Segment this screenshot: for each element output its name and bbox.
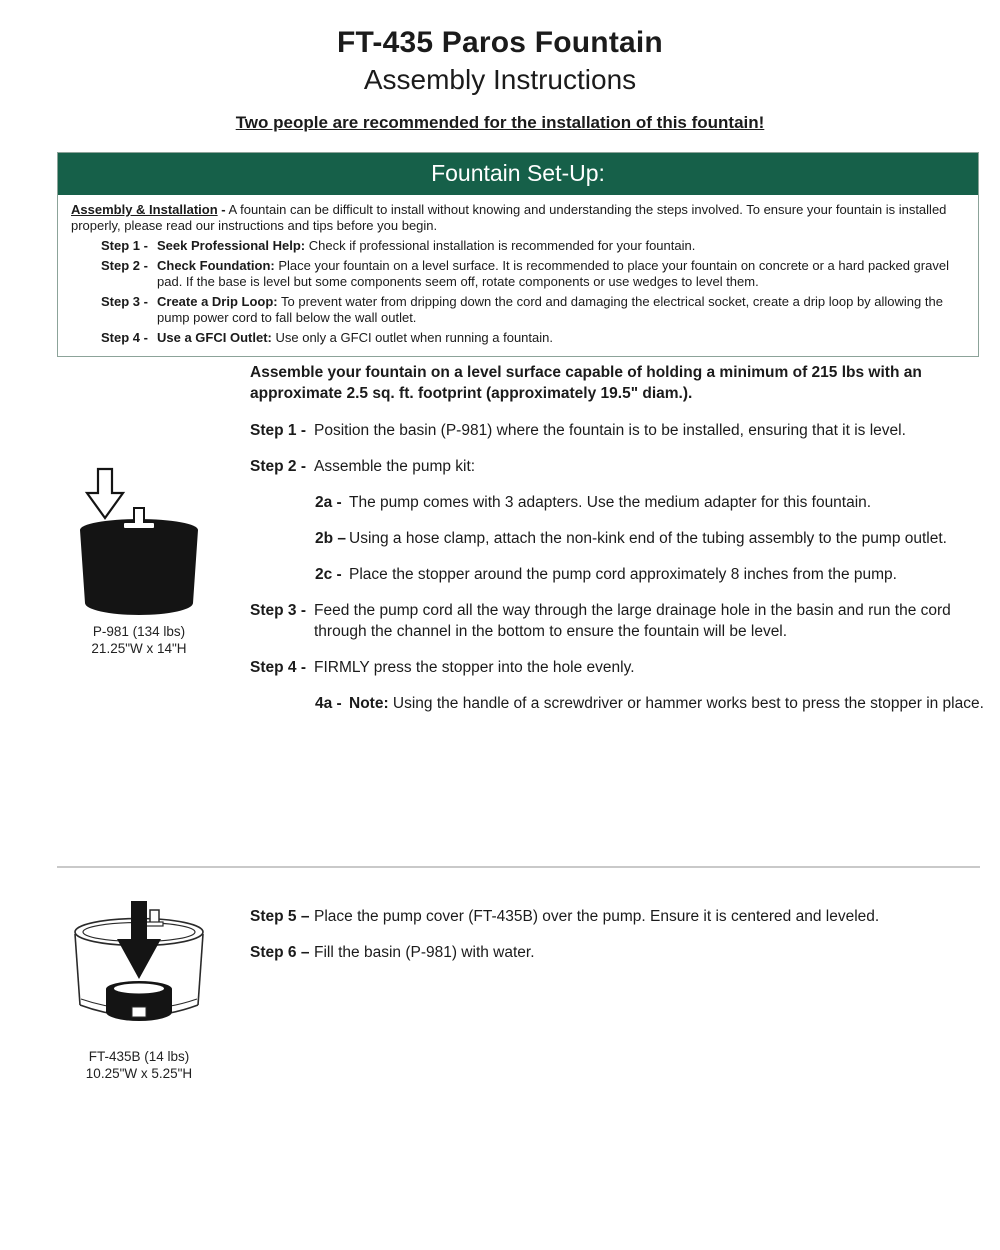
- setup-step-3-text: [157, 294, 965, 326]
- step-2b: [315, 528, 987, 549]
- setup-step-4-text: [157, 330, 965, 346]
- fountain-setup-box: [57, 152, 979, 357]
- step-2c-label: 2c -: [315, 566, 342, 583]
- setup-box-header: Fountain Set-Up:: [58, 153, 978, 195]
- pump-cover-caption-line2: 10.25"W x 5.25"H: [85, 1066, 193, 1081]
- step-5-text: Place the pump cover (FT-435B) over the pump. Ensure it is centered and leveled.: [314, 908, 880, 925]
- basin-illustration: [60, 466, 218, 618]
- step-2: [250, 456, 987, 477]
- step-2c-text: Place the stopper around the pump cord approximately 8 inches from the pump.: [349, 566, 897, 583]
- two-people-notice: Two people are recommended for the installation of this fountain!: [235, 113, 765, 132]
- step-2a: [315, 492, 987, 513]
- step-2c: [315, 564, 987, 585]
- page-subtitle: Assembly Instructions: [363, 64, 637, 95]
- step-1-label: Step 1 -: [250, 422, 306, 439]
- section-divider: [57, 866, 980, 868]
- step-4a-label: 4a -: [315, 695, 342, 712]
- final-steps: [250, 906, 987, 978]
- step-2-label: Step 2 -: [250, 458, 306, 475]
- assembly-instructions: [250, 362, 987, 729]
- step-4-text: FIRMLY press the stopper into the hole evenly.: [314, 659, 635, 676]
- setup-step-1-text: [157, 238, 965, 254]
- page-title: FT-435 Paros Fountain: [337, 26, 663, 59]
- pump-cover-caption: [55, 1048, 223, 1082]
- setup-intro-label: Assembly & Installation: [71, 202, 218, 217]
- basin-caption-line1: P-981 (134 lbs): [92, 624, 186, 639]
- step-2-text: Assemble the pump kit:: [314, 458, 476, 475]
- setup-step-1: [101, 238, 965, 254]
- step-1-text: Position the basin (P-981) where the fountain is to be installed, ensuring that it is level.: [314, 422, 906, 439]
- down-arrow-outline-icon: [87, 469, 123, 518]
- step-4a-note-lead: Note:: [349, 695, 389, 712]
- setup-step-3-desc: To prevent water from dripping down the cord and damaging the electrical socket, create a drip loop by allowing the pump power cord to fall below the wall outlet.: [157, 294, 943, 325]
- step-4a-text: [349, 693, 987, 714]
- setup-step-2-desc: Place your fountain on a level surface. It is recommended to place your fountain on concrete or a hard packed gravel pad. If the base is level but some components seem off, rotate components or use wedges to level them.: [157, 258, 949, 289]
- step-4a-desc: Using the handle of a screwdriver or hammer works best to press the stopper in place.: [392, 695, 984, 712]
- step-3: [250, 600, 987, 642]
- basin-figure: [60, 466, 218, 657]
- tub-left-side: [75, 934, 80, 1005]
- step-4: [250, 657, 987, 678]
- setup-intro-text: A fountain can be difficult to install without knowing and understanding the steps involved. To ensure your fountain is installed properly, please read our instructions and tips before you begin.: [71, 202, 947, 233]
- pump-cover-caption-line1: FT-435B (14 lbs): [88, 1049, 190, 1064]
- setup-box-body: [58, 195, 978, 356]
- setup-step-2: [101, 258, 965, 290]
- assembly-intro: Assemble your fountain on a level surface capable of holding a minimum of 215 lbs with an approximate 2.5 sq. ft. footprint (approximately 19.5" diam.).: [250, 364, 922, 402]
- pump-cover-figure: [55, 901, 223, 1082]
- basin-plug-base: [124, 523, 154, 528]
- setup-step-1-lead: Seek Professional Help:: [157, 238, 306, 253]
- step-5: [250, 906, 987, 927]
- setup-step-2-lead: Check Foundation:: [157, 258, 275, 273]
- step-2a-label: 2a -: [315, 494, 342, 511]
- setup-step-4-desc: Use only a GFCI outlet when running a fountain.: [275, 330, 553, 345]
- setup-step-1-label: Step 1 -: [101, 238, 148, 253]
- setup-intro-paragraph: [71, 202, 965, 234]
- setup-step-3: [101, 294, 965, 326]
- setup-step-4-lead: Use a GFCI Outlet:: [157, 330, 272, 345]
- basin-plug: [134, 508, 144, 525]
- down-arrow-shaft: [131, 901, 147, 941]
- setup-step-4-label: Step 4 -: [101, 330, 148, 345]
- basin-silhouette: [80, 519, 198, 615]
- step-2b-label: 2b –: [315, 530, 347, 547]
- setup-step-2-label: Step 2 -: [101, 258, 148, 273]
- step-3-label: Step 3 -: [250, 602, 306, 619]
- down-arrow-head: [117, 939, 161, 979]
- step-5-label: Step 5 –: [250, 908, 310, 925]
- setup-step-3-lead: Create a Drip Loop:: [157, 294, 278, 309]
- setup-intro-separator: -: [221, 202, 226, 217]
- tub-plug-base: [146, 922, 163, 926]
- step-3-text: Feed the pump cord all the way through the large drainage hole in the basin and run the cord through the channel in the bottom to ensure the fountain will be level.: [314, 602, 951, 640]
- step-2b-text: Using a hose clamp, attach the non-kink end of the tubing assembly to the pump outlet.: [349, 530, 947, 547]
- step-2a-text: The pump comes with 3 adapters. Use the medium adapter for this fountain.: [349, 494, 872, 511]
- basin-caption-line2: 21.25"W x 14"H: [91, 641, 187, 656]
- pump-cover-opening: [114, 984, 164, 994]
- setup-step-3-label: Step 3 -: [101, 294, 148, 309]
- step-6: [250, 942, 987, 963]
- step-4-label: Step 4 -: [250, 659, 306, 676]
- step-4a: [315, 693, 987, 714]
- pump-cover-illustration: [55, 901, 223, 1043]
- basin-caption: [60, 623, 218, 657]
- pump-cover-notch: [132, 1007, 146, 1017]
- step-6-text: Fill the basin (P-981) with water.: [314, 944, 535, 961]
- setup-step-1-desc: Check if professional installation is recommended for your fountain.: [308, 238, 696, 253]
- tub-right-side: [198, 934, 203, 1005]
- step-1: [250, 420, 987, 441]
- setup-step-2-text: [157, 258, 965, 290]
- setup-step-4: [101, 330, 965, 346]
- step-6-label: Step 6 –: [250, 944, 310, 961]
